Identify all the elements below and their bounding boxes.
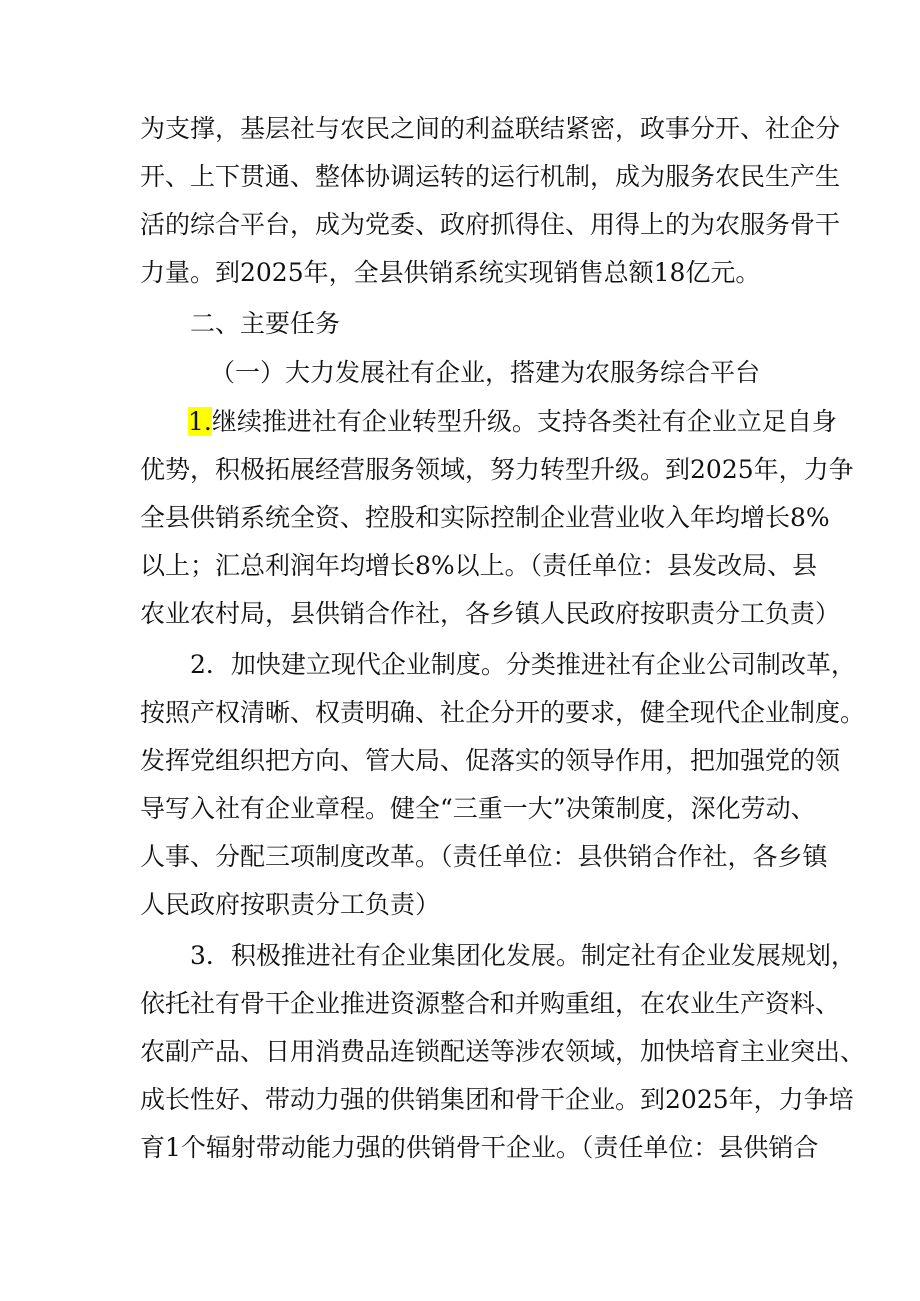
paragraph-line: 活的综合平台，成为党委、政府抓得住、用得上的为农服务骨干 (140, 210, 841, 239)
highlighted-list-marker: 1. (188, 407, 212, 436)
paragraph-line: 农业农村局，县供销合作社，各乡镇人民政府按职责分工负责） (140, 599, 841, 628)
paragraph-line: 以上；汇总利润年均增长8%以上。（责任单位：县发改局、县 (140, 551, 818, 580)
paragraph-line: 农副产品、日用消费品连锁配送等涉农领域，加快培育主业突出、 (140, 1037, 866, 1066)
paragraph-line-item-2: 2．加快建立现代企业制度。分类推进社有企业公司制改革， (190, 650, 856, 679)
paragraph-line: 优势，积极拓展经营服务领域，努力转型升级。到2025年，力争 (140, 455, 854, 484)
paragraph-line: 发挥党组织把方向、管大局、促落实的领导作用，把加强党的领 (140, 746, 841, 775)
paragraph-line: 全县供销系统全资、控股和实际控制企业营业收入年均增长8% (140, 503, 830, 532)
paragraph-line: 人民政府按职责分工负责） (140, 890, 441, 919)
paragraph-line: 导写入社有企业章程。健全“三重一大”决策制度，深化劳动、 (140, 794, 816, 823)
section-heading: 二、主要任务 (190, 309, 341, 338)
paragraph-line-item-3: 3．积极推进社有企业集团化发展。制定社有企业发展规划， (190, 941, 856, 970)
paragraph-line: 力量。到2025年，全县供销系统实现销售总额18亿元。 (140, 258, 761, 287)
paragraph-line: 为支撑，基层社与农民之间的利益联结紧密，政事分开、社企分 (140, 114, 841, 143)
paragraph-line: 成长性好、带动力强的供销集团和骨干企业。到2025年，力争培 (140, 1085, 854, 1114)
item-1-first-line-text: 继续推进社有企业转型升级。支持各类社有企业立足自身 (211, 407, 837, 436)
paragraph-line: 开、上下贯通、整体协调运转的运行机制，成为服务农民生产生 (140, 162, 841, 191)
subsection-heading: （一）大力发展社有企业，搭建为农服务综合平台 (210, 358, 761, 387)
paragraph-line: 依托社有骨干企业推进资源整合和并购重组，在农业生产资料、 (140, 989, 841, 1018)
paragraph-line-item-1 (188, 399, 837, 445)
paragraph-line: 人事、分配三项制度改革。（责任单位：县供销合作社，各乡镇 (140, 842, 828, 871)
paragraph-line: 育1个辐射带动能力强的供销骨干企业。（责任单位：县供销合 (140, 1133, 819, 1162)
paragraph-line: 按照产权清晰、权责明确、社企分开的要求，健全现代企业制度。 (140, 698, 866, 727)
